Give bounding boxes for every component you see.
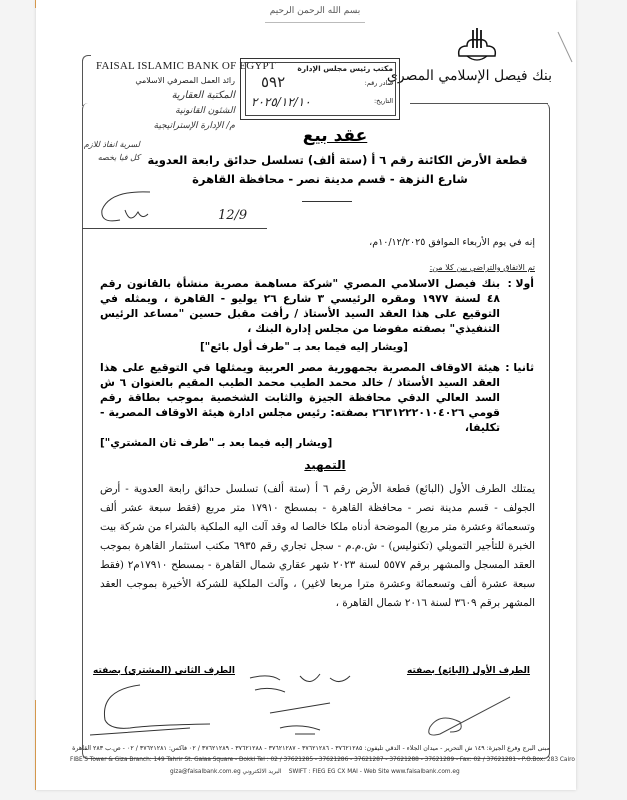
bank-logo xyxy=(386,26,552,106)
second-party-text: هيئة الاوقاف المصرية بجمهورية مصر العربية ويمثلها في التوقيع على هذا العقد السيد الأستاذ / خالد محمد الطيب محمد الطيب المقيم بالعنوان ٦ ش السد العالي الدقي محافظة الجيزة والثابت الشخصية بموجب بطاقة رقم قومي ٢٦٣١٢٢٢٠١٠٤٠٢٦ بصفته: رئيس مجلس ادارة هيئة الاوقاف المصرية - تكليفا، xyxy=(100,361,500,434)
bank-name-english: FAISAL ISLAMIC BANK OF EGYPT xyxy=(96,60,276,72)
second-party-signature xyxy=(90,680,220,738)
contract-subtitle-2: شارع النزهة - قسم مدينة نصر - محافظة القاهرة xyxy=(192,172,468,186)
footer-contact: giza@faisalbank.com.eg البريد الالكتروني SWIFT : FIEG EG CX MAI - Web Site www.faisalbank.com.eg xyxy=(170,769,460,775)
preamble-heading: التمهيد xyxy=(304,458,346,472)
stamp-title: مكتب رئيس مجلس الإدارة xyxy=(297,64,393,73)
footer-website: Web Site www.faisalbank.com.eg xyxy=(363,769,460,775)
pen-mark-icon xyxy=(556,30,576,65)
footer-swift: SWIFT : FIEG EG CX MAI xyxy=(288,769,358,775)
signature-top xyxy=(90,190,200,225)
first-party-label: أولا : xyxy=(507,277,534,290)
second-party-paragraph xyxy=(100,360,534,435)
footer-address-english: FIBE'S Tower & Giza Branch: 149 Tahrir St. Galaa Square - Dokki Tel : 02 / 37621285 - 37621286 - 37621287 - 37621288 - 37621289 - Fax: 02 / 37621281 - P.O.Box: 283 Cairo xyxy=(70,757,575,763)
handwritten-note-1: لسرية انفاذ للازم xyxy=(83,140,140,149)
handwritten-date: 12/9 xyxy=(218,208,248,223)
first-party-text: بنك فيصل الاسلامي المصري "شركة مساهمة مصرية منشأة بالقانون رقم ٤٨ لسنة ١٩٧٧ ومقره الرئيسي ٣ شارع ٢٦ يوليو - القاهرة ، ويمثله في التوقيع على هذا العقد السيد الأستاذ / رأفت مقبل حسين "مساعد الرئيس التنفيذي" بصفته مفوضا من مجلس إدارة البنك ، xyxy=(100,277,500,335)
first-party-reference: [ويشار إليه فيما بعد بـ "طرف أول بائع"] xyxy=(200,341,408,353)
second-party-reference: [ويشار إليه فيما بعد بـ "طرف ثان المشتري"] xyxy=(100,437,333,449)
stamp-date-label: التاريخ: xyxy=(373,97,393,105)
contract-date-line: إنه في يوم الأربعاء الموافق ١٠/١٢/٢٠٢٥م، xyxy=(369,237,535,248)
dept-line-1: المكتبة العقارية xyxy=(171,90,235,101)
footer-address-arabic: مبنى البرج وفرع الجيزة: ١٤٩ ش التحرير - ميدان الجلاء - الدقي تليفون: ٣٧٦٢١٢٨٥ - ٣٧٦٢١٢٨٦ - ٣٧٦٢١٢٨٧ - ٣٧٦٢١٢٨٨ - ٣٧٦٢١٢٨٩ / ٠٢ فاكس: ٣٧٦٢١٢٨١ / ٠٢ - ص.ب ٢٨٣ القاهرة xyxy=(72,745,550,752)
bank-logo-icon xyxy=(447,26,507,66)
preamble-text: يمتلك الطرف الأول (البائع) قطعة الأرض رقم ٦ أ (ستة ألف) تسلسل حدائق رابعة العدوية - أرض الجولف - قسم مدينة نصر - محافظة القاهرة - بمسطح ١٧٩١٠ متر مربع (فقط سبعة عشر ألف وتسعمائة وعشرة متر مربع) الموضحة أدناه ملكا خالصا له وقد آلت اليه الملكية بالشراء من شركة بيت الخبرة للتأجير التمويلي (تكنوليس) - ش.م.م - سجل تجاري رقم ٦٩٣٥ مكتب استثمار القاهرة بموجب العقد المسجل والمشهر برقم ٥٥٧٧ لسنة ٢٠٢٣ شهر عقاري شمال القاهرة - بمسطح ١٧٩١٠م٢ (فقط سبعة عشرة ألف وتسعمائة وعشرة مترا مربعا لاغير) ، وآلت الملكية للشركة الأخيرة بموجب العقد المشهر برقم ٣٦٠٩ لسنة ٢٠١٦ شمال القاهرة ، xyxy=(100,483,535,609)
contract-title: عقد بيع xyxy=(302,126,368,146)
dept-line-3: م/ الإدارة الإستراتيجية xyxy=(153,121,235,131)
first-party-signature xyxy=(420,682,530,738)
bank-tagline: رائد العمل المصرفي الاسلامي xyxy=(135,76,235,85)
stamp-date: ٢٠٢٥/١٢/١٠ xyxy=(251,95,311,109)
dept-line-2: الشئون القانونية xyxy=(175,106,235,116)
stamp-number: ٥٩٢ xyxy=(261,73,286,91)
separator-line xyxy=(82,228,267,229)
footer-email-label: البريد الالكتروني xyxy=(242,769,282,775)
witness-signatures xyxy=(240,668,380,738)
second-party-label: ثانيا : xyxy=(505,361,534,374)
handwritten-note-2: كل فيا يخصه xyxy=(97,153,140,162)
first-party-signature-label: الطرف الأول (البائع) بصفته xyxy=(406,666,530,676)
stamp-number-label: صادر رقم: xyxy=(364,79,393,87)
bank-name-arabic: بنك فيصل الإسلامي المصري xyxy=(386,68,552,84)
contract-subtitle-1: قطعة الأرض الكائنة رقم ٦ أ (ستة ألف) تسلسل حدائق رابعة العدوية xyxy=(147,153,528,167)
second-party-signature-label: الطرف الثاني (المشتري) بصفته xyxy=(93,666,235,676)
first-party-paragraph xyxy=(100,276,534,336)
subtitle-underline xyxy=(302,201,352,202)
frame-corner xyxy=(82,55,91,106)
footer-email: giza@faisalbank.com.eg xyxy=(170,769,241,775)
bismillah: بسم الله الرحمن الرحيم xyxy=(265,6,365,23)
agreement-intro: تم الاتفاق والتراضي بين كلا من: xyxy=(429,263,535,272)
